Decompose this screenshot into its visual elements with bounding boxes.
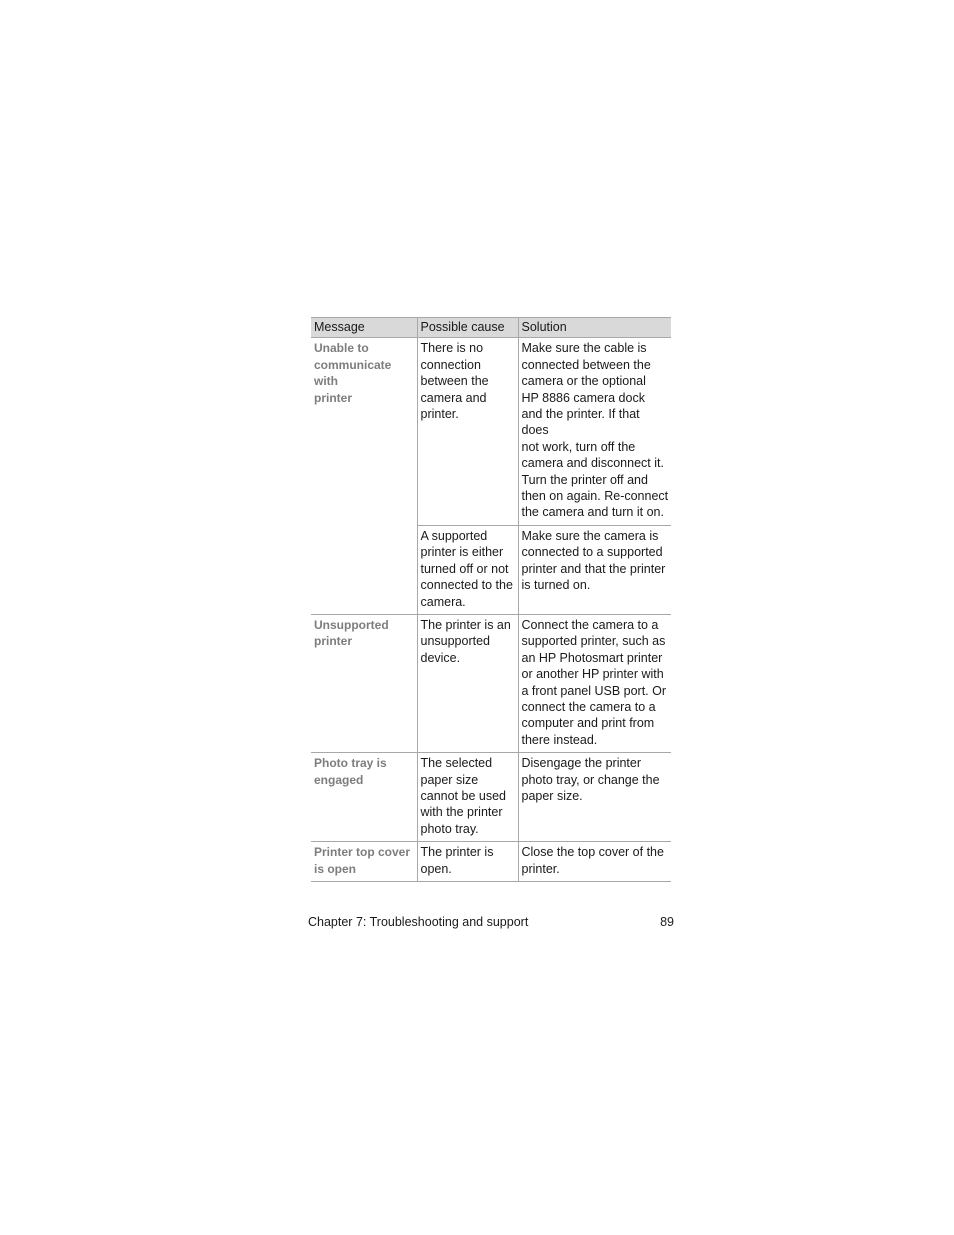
solution-cell: Make sure the camera is connected to a supported printer and that the printer is turned on. — [518, 525, 671, 614]
message-cell: Printer top cover is open — [311, 842, 417, 882]
solution-cell: Close the top cover of the printer. — [518, 842, 671, 882]
header-solution: Solution — [518, 318, 671, 338]
footer-chapter-title: Chapter 7: Troubleshooting and support — [308, 915, 529, 929]
cause-cell: The selected paper size cannot be used with the printer photo tray. — [417, 753, 518, 842]
message-cell: Unable to communicate with printer — [314, 341, 392, 405]
page-footer — [308, 915, 674, 929]
message-cell: Unsupported printer — [311, 614, 417, 752]
table-row — [311, 753, 671, 842]
message-cell — [311, 525, 417, 614]
table-row — [311, 525, 671, 614]
cause-cell: There is no connection between the camera and printer. — [417, 338, 518, 525]
header-possible-cause: Possible cause — [417, 318, 518, 338]
solution-cell: Make sure the cable is connected between the camera or the optional HP 8886 camera dock and the printer. If that does not work, turn off the camera and disconnect it. Turn the printer off and then on again. Re-connect the camera and turn it on. — [518, 338, 671, 525]
table-row — [311, 614, 671, 752]
troubleshooting-table-container — [311, 317, 671, 882]
solution-cell: Disengage the printer photo tray, or change the paper size. — [518, 753, 671, 842]
cause-cell: The printer is open. — [417, 842, 518, 882]
solution-cell: Connect the camera to a supported printer, such as an HP Photosmart printer or another HP printer with a front panel USB port. Or connect the camera to a computer and print from there instead. — [518, 614, 671, 752]
table-row — [311, 842, 671, 882]
table-header-row — [311, 318, 671, 338]
cause-cell: The printer is an unsupported device. — [417, 614, 518, 752]
header-message: Message — [311, 318, 417, 338]
table-row — [311, 338, 671, 525]
message-cell: Photo tray is engaged — [311, 753, 417, 842]
cause-cell: A supported printer is either turned off or not connected to the camera. — [417, 525, 518, 614]
troubleshooting-table — [311, 317, 671, 882]
footer-page-number: 89 — [660, 915, 674, 929]
